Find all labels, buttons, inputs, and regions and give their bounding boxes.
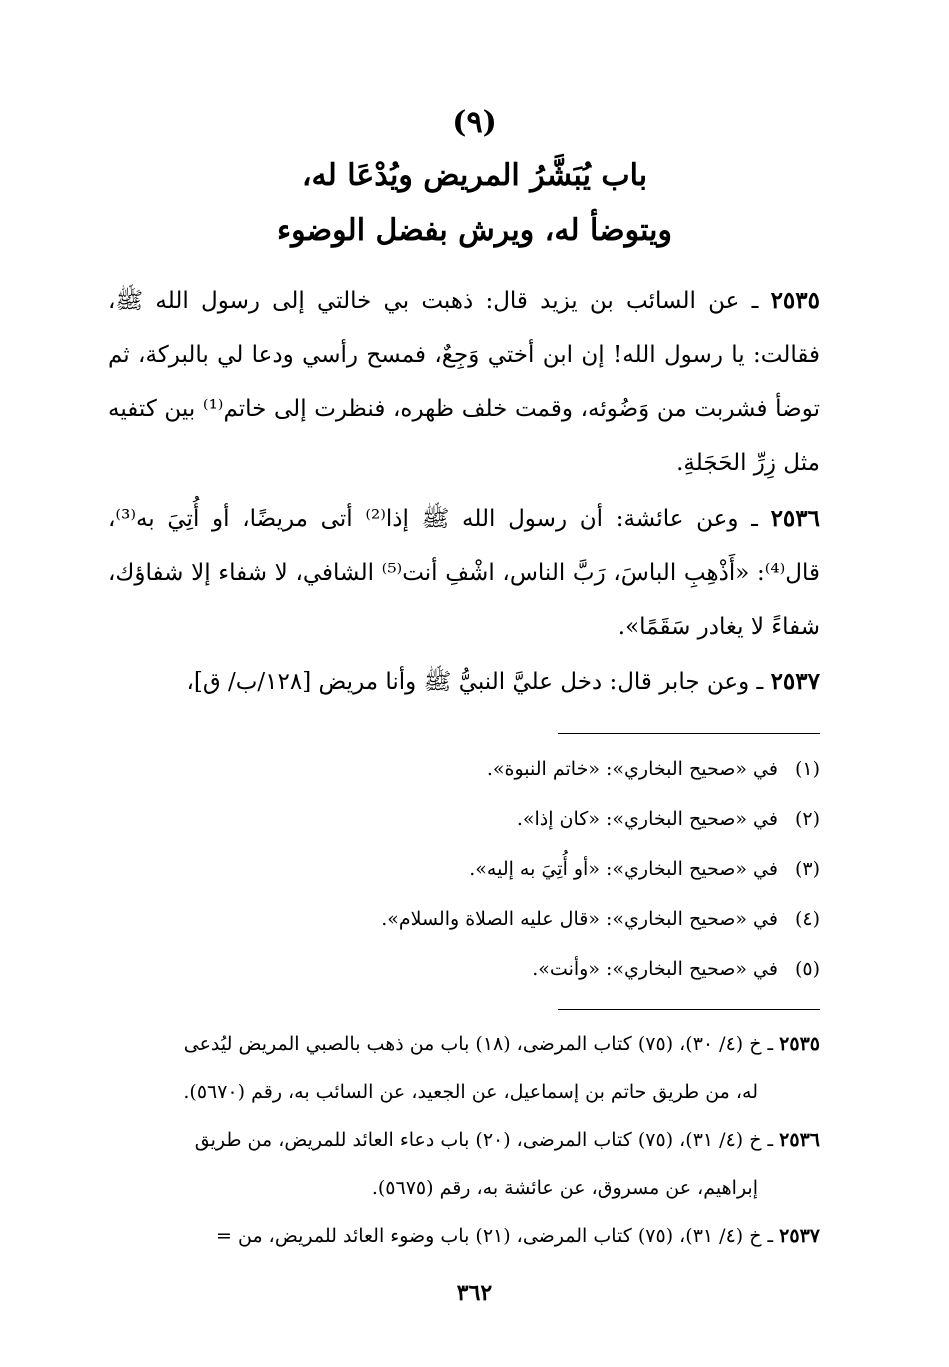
footnote-text: في «صحيح البخاري»: «قال عليه الصلاة والسلام». (381, 908, 778, 930)
reference-number: ٢٥٣٥ (779, 1033, 820, 1055)
hadith-text: ـ وعن عائشة: أن رسول الله ﷺ إذا⁽²⁾ أتى مريضًا، أو أُتِيَ به⁽³⁾، قال⁽⁴⁾: «أَذْهِبِ الباسَ، رَبَّ الناس، اشْفِ أنت⁽⁵⁾ الشافي، لا شفاء إلا شفاؤك، شفاءً لا يغادر سَقَمًا». (108, 506, 820, 640)
hadith-text: ـ عن السائب بن يزيد قال: ذهبت بي خالتي إلى رسول الله ﷺ، فقالت: يا رسول الله! إن ابن أختي وَجِعٌ، فمسح رأسي ودعا لي بالبركة، ثم توضأ فشربت من وَضُوئه، وقمت خلف ظهره، فنظرت إلى خاتم⁽¹⁾ بين كتفيه مثل زِرِّ الحَجَلةِ. (108, 288, 820, 476)
footnote-item (108, 798, 820, 848)
footnote-item (108, 948, 820, 998)
footnote-text: في «صحيح البخاري»: «أو أُتِيَ به إليه». (469, 858, 778, 880)
page-number: ٣٦٢ (456, 1280, 493, 1306)
reference-2535 (108, 1020, 820, 1116)
hadith-2536 (108, 492, 820, 654)
hadith-2535 (108, 274, 820, 490)
reference-2537 (108, 1212, 820, 1260)
footnotes-list (108, 748, 820, 998)
hadith-2537 (108, 655, 820, 709)
chapter-title-line-2: ويتوضأ له، ويرش بفضل الوضوء (276, 213, 672, 248)
reference-line: إبراهيم، عن مسروق، عن عائشة به، رقم (٥٦٧٥). (371, 1177, 758, 1199)
hadith-number: ٢٥٣٦ (770, 505, 820, 532)
chapter-title-line-1: باب يُبَشَّرُ المريض ويُدْعَا له، (301, 158, 648, 193)
reference-line: له، من طريق حاتم بن إسماعيل، عن الجعيد، عن السائب به، رقم (٥٦٧٠). (183, 1081, 758, 1103)
hadith-number: ٢٥٣٧ (770, 668, 820, 695)
hadith-number: ٢٥٣٥ (770, 287, 820, 314)
footnote-item (108, 898, 820, 948)
footnote-mark: (٢) (794, 808, 820, 830)
footnote-text: في «صحيح البخاري»: «خاتم النبوة». (486, 758, 778, 780)
footnote-mark: (٥) (794, 958, 820, 980)
footnote-item (108, 748, 820, 798)
takhrij-references (108, 1020, 820, 1260)
reference-line: ـ خ (٤/ ٣١)، (٧٥) كتاب المرضى، (٢٠) باب دعاء العائد للمريض، من طريق (194, 1129, 780, 1151)
footnote-item (108, 848, 820, 898)
reference-line: ـ خ (٤/ ٣١)، (٧٥) كتاب المرضى، (٢١) باب وضوء العائد للمريض، من = (216, 1225, 780, 1247)
reference-divider (558, 1009, 820, 1010)
hadith-text: ـ وعن جابر قال: دخل عليَّ النبيُّ ﷺ وأنا مريض [١٢٨/ب/ ق]، (186, 669, 771, 695)
footnote-text: في «صحيح البخاري»: «وأنت». (532, 958, 778, 980)
reference-2536 (108, 1116, 820, 1212)
reference-number: ٢٥٣٧ (779, 1225, 820, 1247)
footnote-mark: (١) (794, 758, 820, 780)
footnote-mark: (٤) (794, 908, 820, 930)
chapter-number: (٩) (452, 105, 497, 140)
reference-line: ـ خ (٤/ ٣٠)، (٧٥) كتاب المرضى، (١٨) باب من ذهب بالصبي المريض ليُدعى (183, 1033, 780, 1055)
footnote-divider (558, 733, 820, 734)
footnote-mark: (٣) (794, 858, 820, 880)
reference-number: ٢٥٣٦ (779, 1129, 820, 1151)
footnote-text: في «صحيح البخاري»: «كان إذا». (516, 808, 778, 830)
